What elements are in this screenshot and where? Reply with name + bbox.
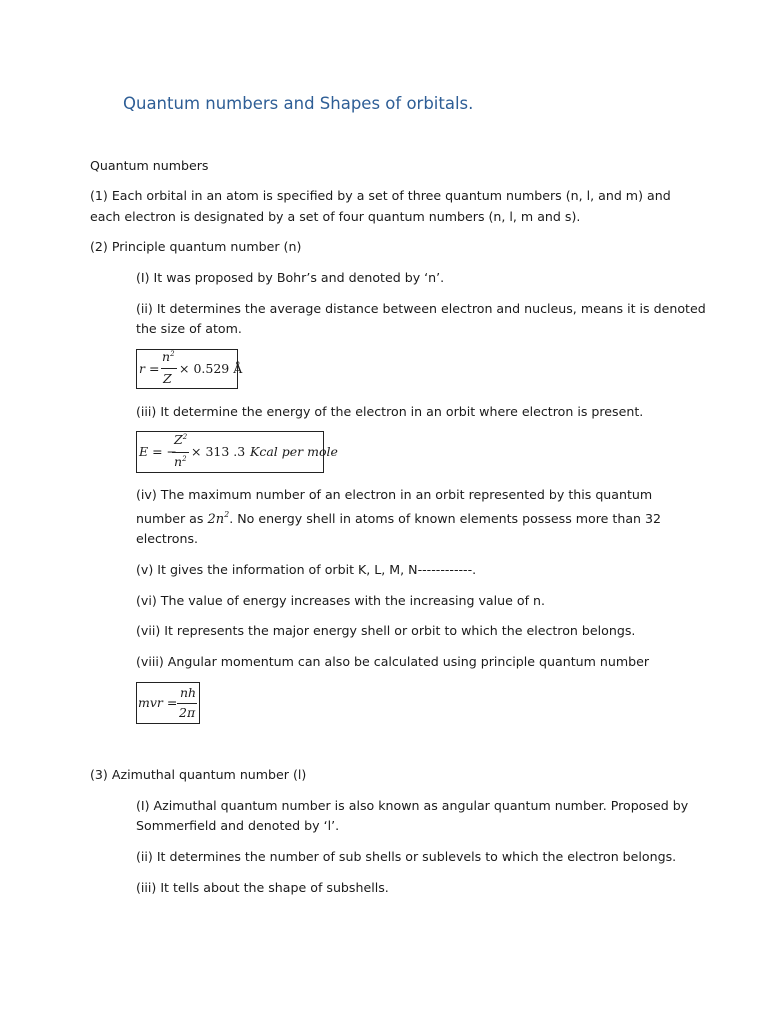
section-2-item-iii: (iii) It determine the energy of the electron in an orbit where electron is present. xyxy=(136,404,644,419)
formula-energy-rhs-number: × 313 .3 xyxy=(191,444,246,459)
paragraph-1-line-1: (1) Each orbital in an atom is specified by a set of three quantum numbers (n, l, and m) and xyxy=(90,188,671,203)
section-2-item-iv-line-1: (iv) The maximum number of an electron in an orbit represented by this quantum xyxy=(136,487,653,502)
formula-energy-fraction-bar xyxy=(172,452,189,453)
formula-angular-momentum xyxy=(136,682,200,724)
section-2-item-iv-line-3: electrons. xyxy=(136,531,199,546)
formula-angular-momentum-denominator: 2π xyxy=(179,705,196,720)
section-2-item-vi: (vi) The value of energy increases with the increasing value of n. xyxy=(136,593,546,608)
section-3-item-i-line-1: (I) Azimuthal quantum number is also known as angular quantum number. Proposed by xyxy=(136,798,689,813)
formula-radius xyxy=(136,349,243,389)
formula-radius-numerator: $n^2$ xyxy=(162,349,175,364)
section-2-item-iv-line-2: number as $2n^2$. No energy shell in atoms of known elements possess more than 32 xyxy=(136,510,662,527)
formula-radius-lhs: r = xyxy=(139,361,160,376)
inline-math-2n-squared: $2n^2$ xyxy=(207,510,230,527)
heading-quantum-numbers: Quantum numbers xyxy=(90,158,209,173)
formula-energy-rhs-unit: Kcal per mole xyxy=(250,444,338,459)
section-3-item-ii: (ii) It determines the number of sub shells or sublevels to which the electron belongs. xyxy=(136,849,677,864)
formula-energy-denominator: $n^2$ xyxy=(174,454,187,469)
page-title: Quantum numbers and Shapes of orbitals. xyxy=(123,94,474,113)
formula-energy-numerator: $Z^2$ xyxy=(174,432,188,447)
section-2-item-i: (I) It was proposed by Bohr’s and denoted by ‘n’. xyxy=(136,270,445,285)
formula-radius-rhs: × 0.529 Å xyxy=(179,361,243,376)
formula-radius-fraction-bar xyxy=(161,368,177,369)
formula-angular-momentum-fraction-bar xyxy=(177,703,197,704)
section-3-item-iii: (iii) It tells about the shape of subshells. xyxy=(136,880,389,895)
formula-angular-momentum-lhs: mvr = xyxy=(138,695,178,710)
section-2-item-ii-line-1: (ii) It determines the average distance between electron and nucleus, means it is denoted xyxy=(136,301,706,316)
section-2-item-ii-line-2: the size of atom. xyxy=(136,321,242,336)
section-3-heading: (3) Azimuthal quantum number (l) xyxy=(90,767,307,782)
section-2-item-v: (v) It gives the information of orbit K, L, M, N------------. xyxy=(136,562,477,577)
section-2-item-viii: (viii) Angular momentum can also be calculated using principle quantum number xyxy=(136,654,650,669)
formula-radius-denominator: Z xyxy=(163,371,172,386)
section-2-heading: (2) Principle quantum number (n) xyxy=(90,239,302,254)
section-3-item-i-line-2: Sommerfield and denoted by ‘l’. xyxy=(136,818,340,833)
formula-energy xyxy=(136,431,338,473)
formula-energy-lhs: E = − xyxy=(139,444,178,459)
section-2-item-vii: (vii) It represents the major energy shell or orbit to which the electron belongs. xyxy=(136,623,636,638)
formula-angular-momentum-numerator: nh xyxy=(180,685,197,700)
paragraph-1-line-2: each electron is designated by a set of four quantum numbers (n, l, m and s). xyxy=(90,209,581,224)
